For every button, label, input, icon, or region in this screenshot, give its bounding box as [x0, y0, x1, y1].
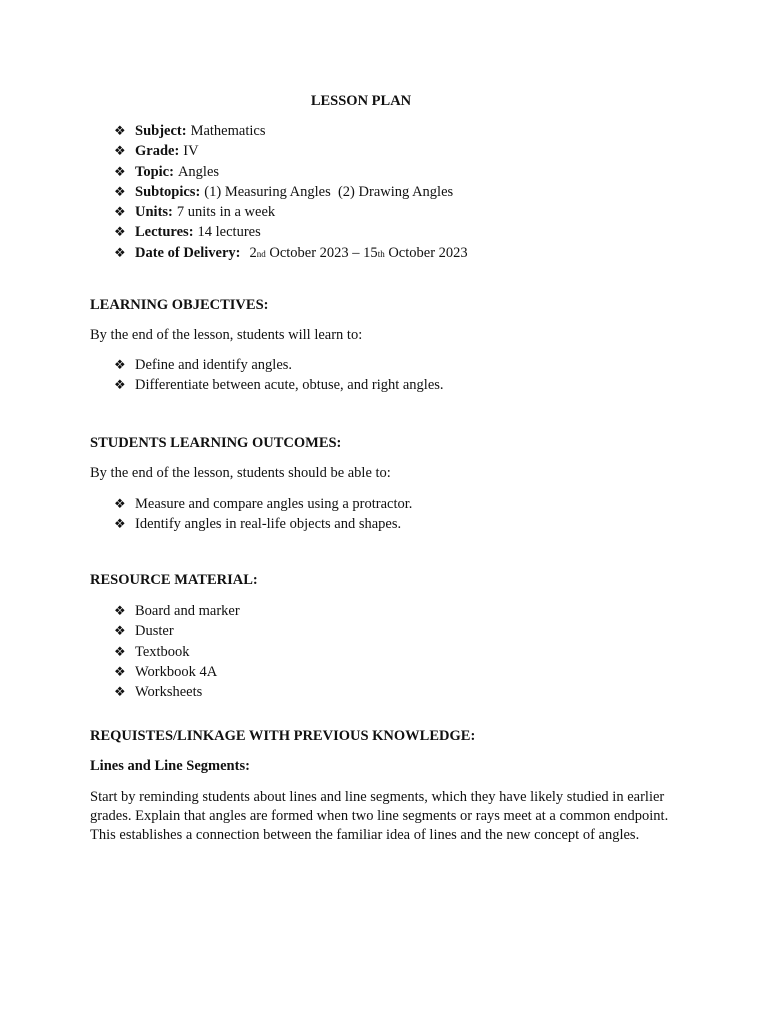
list-item: ❖ Define and identify angles.	[114, 357, 293, 373]
list-item: ❖ Differentiate between acute, obtuse, and right angles.	[114, 377, 444, 394]
info-topic: ❖ Topic: Angles	[114, 163, 220, 180]
bullet-icon: ❖	[114, 377, 126, 393]
bullet-icon: ❖	[114, 143, 126, 159]
list-item: ❖ Measure and compare angles using a protractor.	[114, 496, 413, 512]
objectives-heading: LEARNING OBJECTIVES:	[90, 297, 269, 313]
outcomes-heading: STUDENTS LEARNING OUTCOMES:	[90, 435, 342, 451]
resources-list	[114, 601, 240, 702]
bullet-icon: ❖	[114, 516, 126, 532]
bullet-icon: ❖	[114, 663, 126, 679]
bullet-icon: ❖	[114, 224, 126, 240]
info-grade: ❖ Grade: IV	[114, 143, 199, 160]
list-item: ❖ Workbook 4A	[114, 663, 218, 680]
lesson-info-list	[114, 121, 468, 263]
info-units: ❖ Units: 7 units in a week	[114, 204, 276, 221]
requisites-heading: REQUISTES/LINKAGE WITH PREVIOUS KNOWLEDGE:	[90, 728, 476, 744]
bullet-icon: ❖	[114, 643, 126, 659]
bullet-icon: ❖	[114, 204, 126, 220]
bullet-icon: ❖	[114, 163, 126, 179]
info-delivery: ❖ Date of Delivery: 2 nd October 2023 – 15 th October 2023	[114, 243, 468, 263]
bullet-icon: ❖	[114, 603, 126, 618]
list-item: ❖ Board and marker	[114, 603, 240, 619]
bullet-icon: ❖	[114, 684, 126, 700]
bullet-icon: ❖	[114, 623, 126, 639]
bullet-icon: ❖	[114, 123, 126, 138]
list-item: ❖ Duster	[114, 623, 174, 640]
info-subject: ❖ Subject: Mathematics	[114, 123, 266, 139]
document-title: LESSON PLAN	[310, 93, 412, 109]
delivery-end: October 2023	[388, 244, 468, 261]
list-item: ❖ Worksheets	[114, 684, 203, 701]
info-subtopics: ❖ Subtopics: (1) Measuring Angles (2) Drawing Angles	[114, 183, 454, 200]
list-item: ❖ Textbook	[114, 643, 190, 660]
info-lectures: ❖ Lectures: 14 lectures	[114, 224, 261, 241]
requisites-subheading: Lines and Line Segments:	[90, 758, 250, 774]
bullet-icon: ❖	[114, 496, 126, 511]
requisites-paragraph: Start by reminding students about lines and line segments, which they have likely studied in earlier grades. Explain that angles are formed when two line segments or rays meet at a common endpoint. This establishes a connection between the familiar idea of lines and the new concept of angles.	[90, 789, 669, 843]
outcomes-list	[114, 494, 412, 535]
outcomes-intro: By the end of the lesson, students should be able to:	[90, 465, 391, 481]
bullet-icon: ❖	[114, 183, 126, 199]
objectives-list	[114, 355, 444, 396]
delivery-start-day: 2	[249, 244, 257, 261]
delivery-middle: October 2023 – 15	[269, 244, 378, 261]
list-item: ❖ Identify angles in real-life objects and shapes.	[114, 516, 402, 533]
bullet-icon: ❖	[114, 357, 126, 372]
bullet-icon: ❖	[114, 244, 126, 260]
resources-heading: RESOURCE MATERIAL:	[90, 572, 258, 588]
objectives-intro: By the end of the lesson, students will learn to:	[90, 327, 363, 343]
